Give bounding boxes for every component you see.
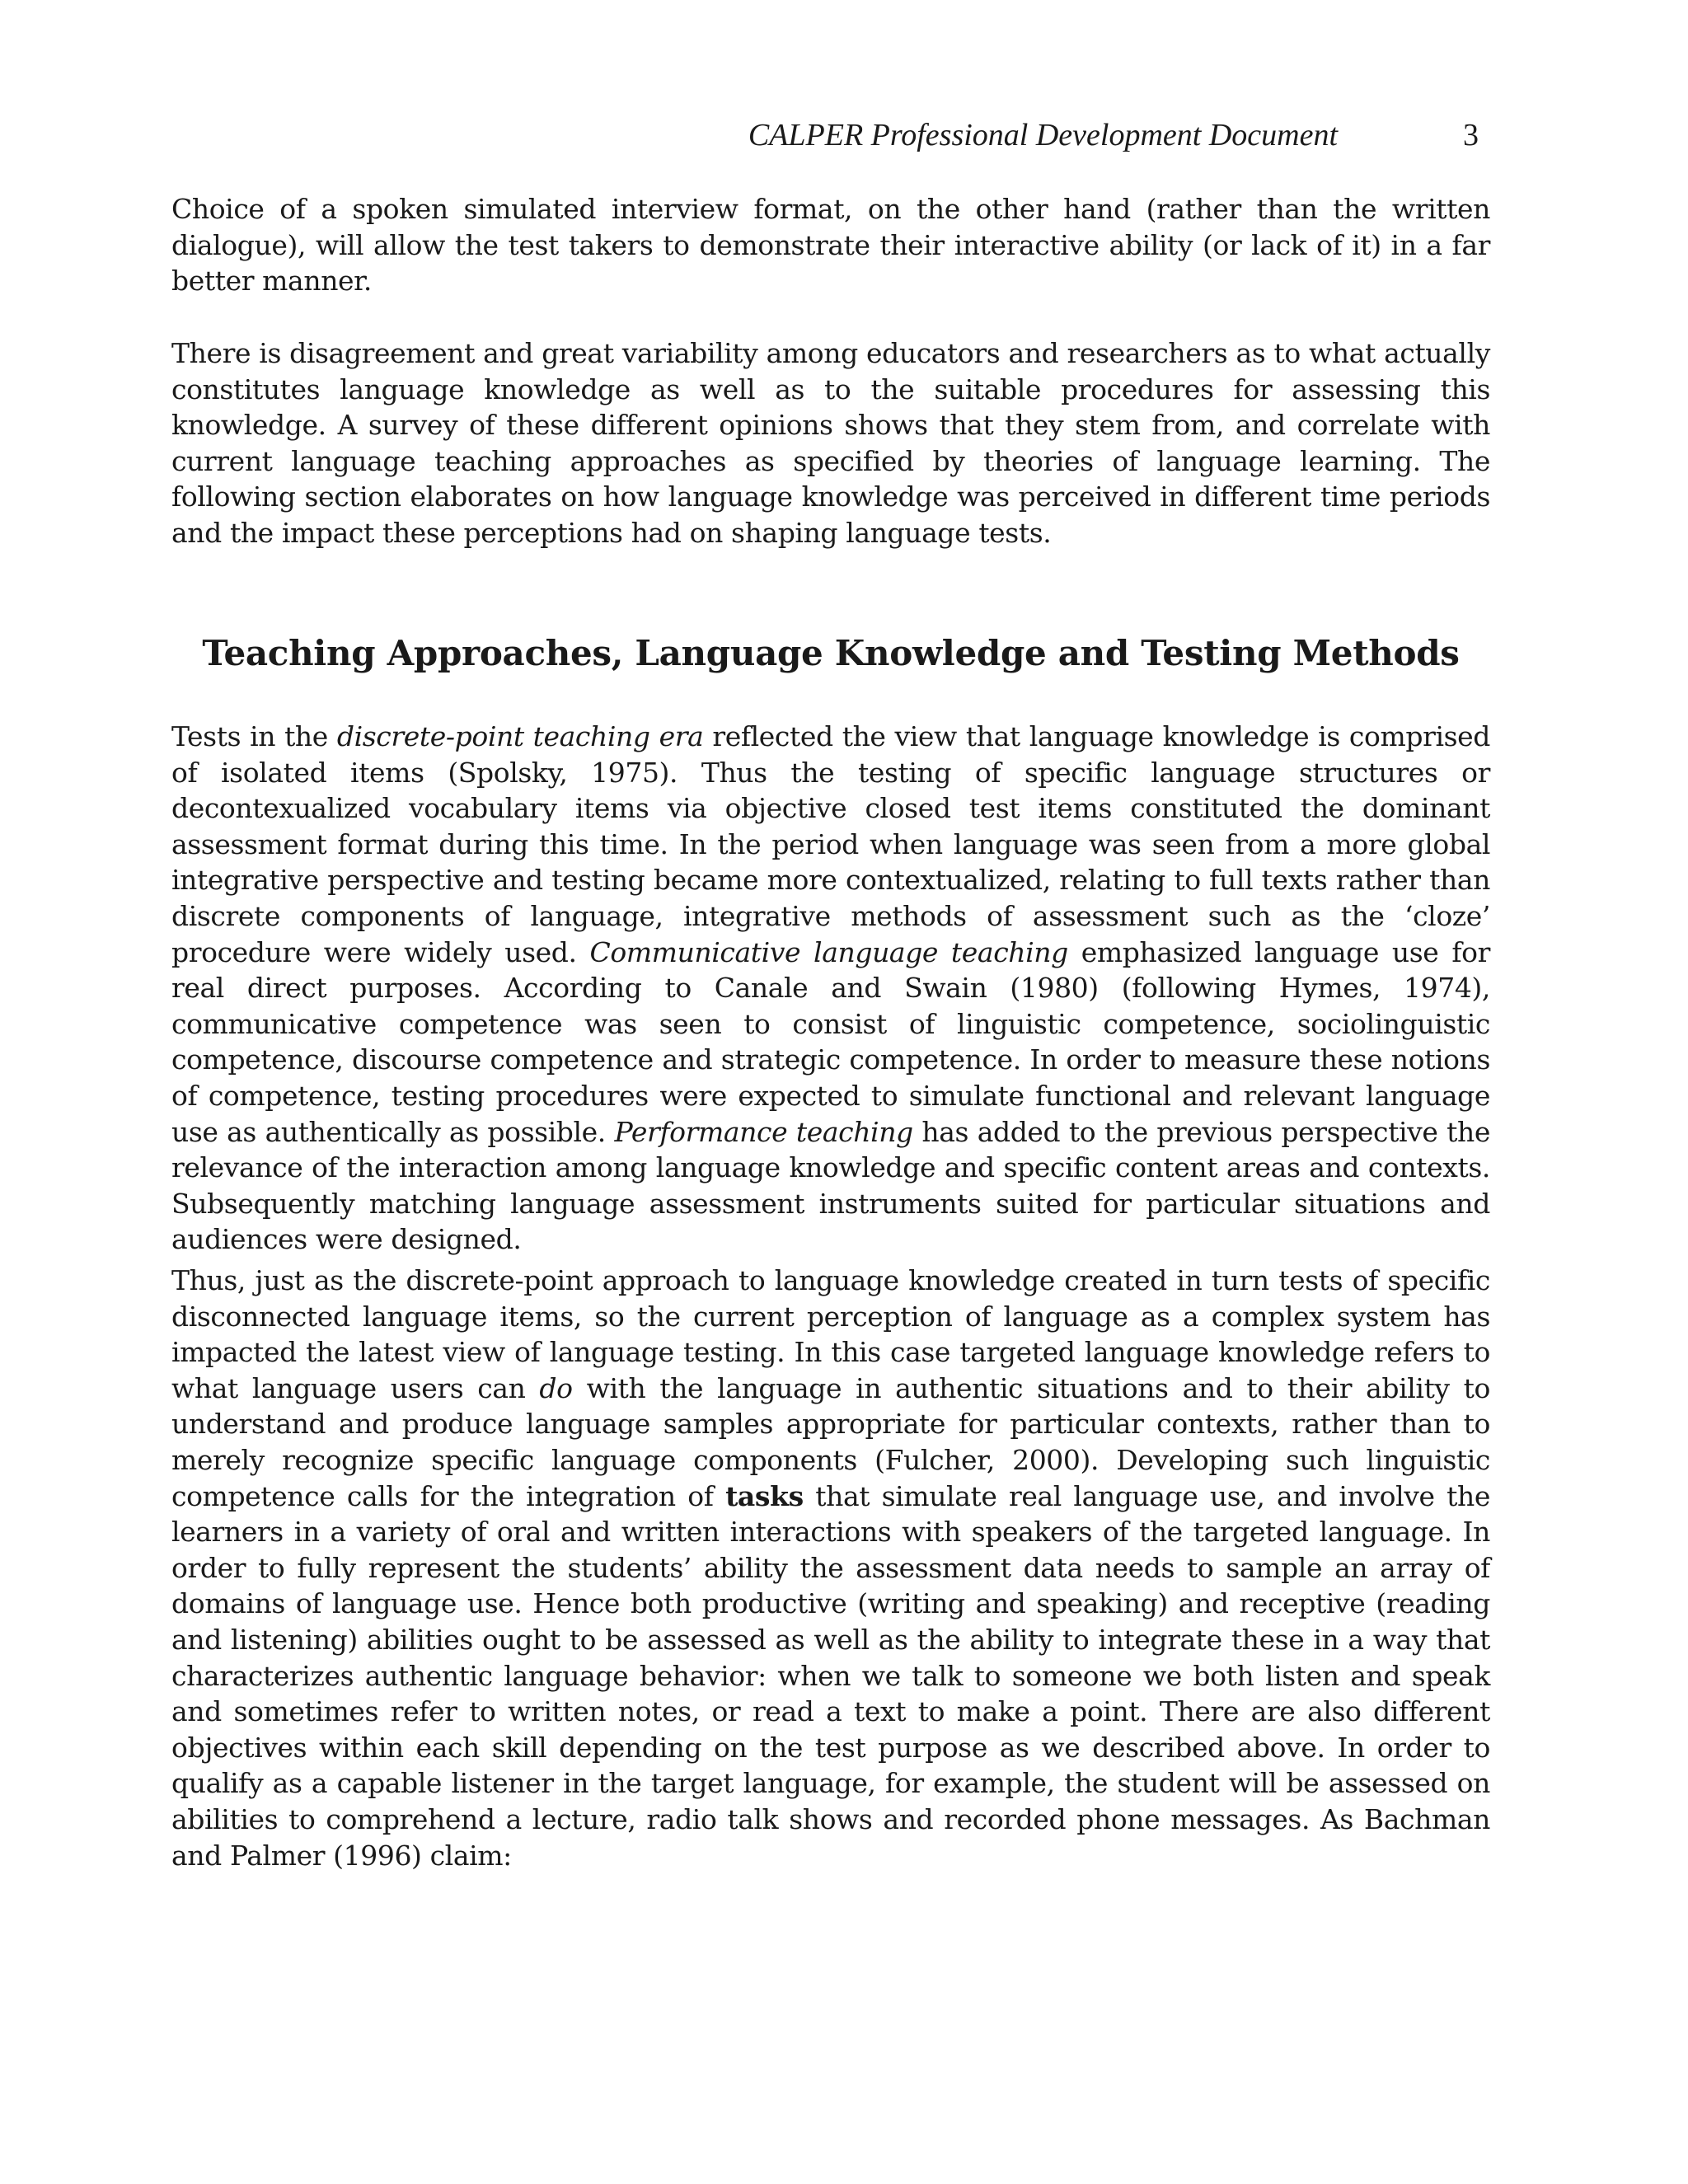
section-heading: Teaching Approaches, Language Knowledge and Testing Methods [202,633,1460,673]
bold-tasks: tasks [725,1479,804,1512]
running-header [171,114,1490,157]
emphasis-performance-teaching: Performance teaching [614,1115,913,1148]
text-run: has added to the previous perspective the relevance of the interaction among language knowledge and specific content areas and contexts. Subsequently matching language assessment instruments suited for particular situations and audiences were designed. [171,1115,1490,1256]
text-run: reflected the view that language knowledge is comprised of isolated items (Spolsky, 1975). Thus the testing of specific language structures or decontexualized vocabulary items via objective closed test items constituted the dominant assessment format during this time. In the period when language was seen from a more global integrative perspective and testing became more contextualized, relating to full texts rather than discrete components of language, integrative methods of assessment such as the ‘cloze’ procedure were widely used. [171,720,1490,968]
paragraph-interview-format: Choice of a spoken simulated interview format, on the other hand (rather than the written dialogue), will allow the test takers to demonstrate their interactive ability (or lack of it) in a far better manner. [171,193,1490,298]
text-run: Thus, just as the discrete-point approach to language knowledge created in turn tests of specific disconnected language items, so the current perception of language as a complex system has impacted the latest view of language testing. In this case targeted language knowledge refers to what language users can [171,1264,1490,1404]
text-run: emphasized language use for real direct purposes. According to Canale and Swain (1980) (following Hymes, 1974), communicative competence was seen to consist of linguistic competence, sociolinguistic competence, discourse competence and strategic competence. In order to measure these notions of competence, testing procedures were expected to simulate functional and relevant language use as authentically as possible. [171,935,1490,1148]
emphasis-communicative-teaching: Communicative language teaching [589,935,1068,968]
emphasis-discrete-point-era: discrete-point teaching era [336,720,704,752]
paragraph-language-testing-view [171,1263,1490,1873]
text-run: that simulate real language use, and involve the learners in a variety of oral and written interactions with speakers of the targeted language. In order to fully represent the students’ ability the assessment data needs to sample an array of domains of language use. Hence both productive (writing and speaking) and receptive (reading and listening) abilities ought to be assessed as well as the ability to integrate these in a way that characterizes authentic language behavior: when we talk to someone we both listen and speak and sometimes refer to written notes, or read a text to make a point. There are also different objectives within each skill depending on the test purpose as we described above. In order to qualify as a capable listener in the target language, for example, the student will be assessed on abilities to comprehend a lecture, radio talk shows and recorded phone messages. As Bachman and Palmer (1996) claim: [171,1479,1490,1872]
text-run: Tests in the [171,720,337,752]
page-number: 3 [1463,118,1479,152]
paragraph-teaching-eras [171,719,1490,1258]
emphasis-do: do [539,1371,573,1404]
running-title: CALPER Professional Development Document [748,118,1338,152]
paragraph-disagreement: There is disagreement and great variability among educators and researchers as to what actually constitutes language knowledge as well as to the suitable procedures for assessing this knowledge. A survey of these different opinions shows that they stem from, and correlate with current language teaching approaches as specified by theories of language learning. The following section elaborates on how language knowledge was perceived in different time periods and the impact these perceptions had on shaping language tests. [171,337,1490,549]
text-run: with the language in authentic situations and to their ability to understand and produce language samples appropriate for particular contexts, rather than to merely recognize specific language components (Fulcher, 2000). Developing such linguistic competence calls for the integration of [171,1371,1490,1512]
